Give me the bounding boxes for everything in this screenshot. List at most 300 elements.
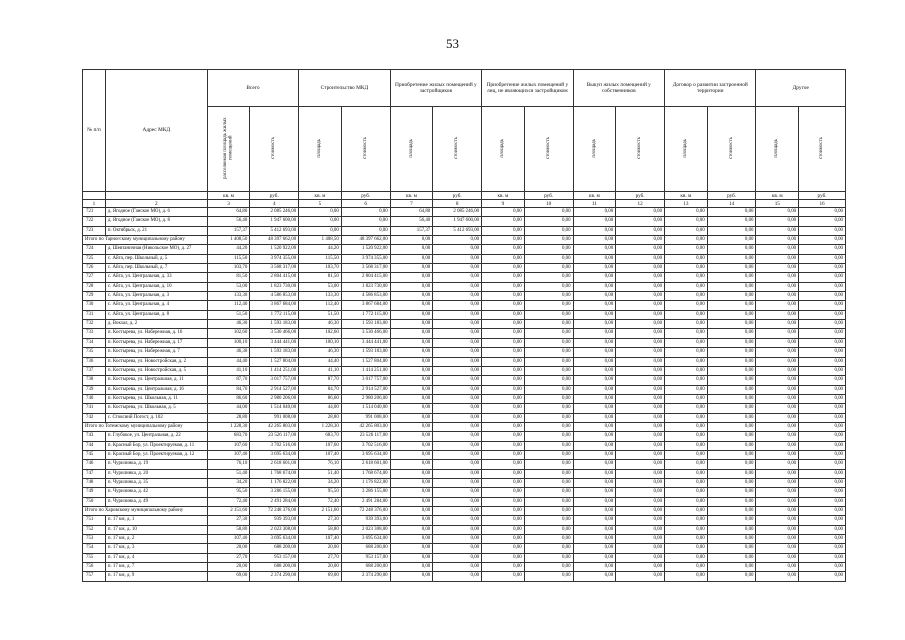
area-value-cell: 0,00 [390,404,433,413]
cost-value-cell: 0,00 [616,432,665,441]
row-number-cell: 726 [83,264,106,273]
row-number-cell: 721 [83,208,106,217]
cost-value-cell: 1 593 183,00 [341,348,390,357]
area-value-cell: 0,00 [482,563,525,572]
column-number: 14 [707,200,756,208]
area-value-cell: 0,00 [390,497,433,506]
cost-value-cell: 0,00 [707,385,756,394]
area-value-cell: 27,70 [207,553,250,562]
address-cell: п. 17 км, д. 9 [105,572,207,581]
cost-value-cell: 0,00 [433,376,482,385]
area-value-cell: 46,30 [207,348,250,357]
cost-value-cell: 0,00 [433,497,482,506]
area-value-cell: 0,00 [665,236,708,245]
address-cell: п. Костырева, ул. Новостройская, д. 2 [105,357,207,366]
area-value-cell: 0,00 [573,357,616,366]
cost-value-cell: 0,00 [341,208,390,217]
area-value-cell: 0,00 [390,236,433,245]
area-value-cell: 0,00 [573,460,616,469]
address-cell: с. Айга, ул. Центральная, д. 8 [105,310,207,319]
area-value-cell: 0,00 [390,507,433,516]
table-row [83,394,846,403]
units-cell: кв. м [299,192,342,200]
table-row [83,254,846,263]
address-cell: п. Костырева, ул. Школьная, д. 5 [105,404,207,413]
cost-value-cell: 2 491 284,00 [341,497,390,506]
units-cell [105,192,207,200]
address-cell: п. Костырева, ул. Набережная, д. 17 [105,338,207,347]
cost-value-cell: 0,00 [524,450,573,459]
cost-value-cell: 0,00 [524,394,573,403]
address-cell: с. Айга, пер. Школьный, д. 7 [105,264,207,273]
sub-header-area: площадь [665,107,708,192]
area-value-cell: 56,40 [207,217,250,226]
cost-value-cell: 991 008,00 [250,413,299,422]
cost-value-cell: 3 974 355,00 [341,254,390,263]
total-label-cell: Итого по Тотемскому муниципальному району [83,422,208,431]
area-value-cell: 0,00 [390,385,433,394]
area-value-cell: 0,00 [482,273,525,282]
area-value-cell: 46,30 [299,320,342,329]
cost-value-cell: 0,00 [433,422,482,431]
row-number-cell: 751 [83,516,106,525]
cost-value-cell: 1 947 600,00 [250,217,299,226]
cost-value-cell: 0,00 [524,376,573,385]
row-number-cell: 749 [83,488,106,497]
area-value-cell: 0,00 [665,525,708,534]
row-number-cell: 744 [83,441,106,450]
row-number-cell: 724 [83,245,106,254]
cost-value-cell: 0,00 [616,535,665,544]
address-cell: п. 17 км, д. 10 [105,525,207,534]
row-number-cell: 754 [83,544,106,553]
cost-value-cell: 0,00 [799,460,846,469]
table-row [83,366,846,375]
cost-value-cell: 3 286 155,00 [341,488,390,497]
cost-value-cell: 0,00 [799,357,846,366]
cost-value-cell: 0,00 [799,264,846,273]
area-value-cell: 27,30 [207,516,250,525]
cost-value-cell: 3 867 684,00 [341,301,390,310]
area-value-cell: 56,40 [390,217,433,226]
cost-value-cell: 1 772 115,00 [341,310,390,319]
area-value-cell: 41,10 [207,366,250,375]
row-number-cell: 756 [83,563,106,572]
cost-value-cell: 2 914 527,00 [250,385,299,394]
area-value-cell: 0,00 [756,292,799,301]
cost-value-cell: 3 695 634,00 [250,535,299,544]
cost-value-cell: 0,00 [616,563,665,572]
cost-value-cell: 0,00 [616,394,665,403]
cost-value-cell: 0,00 [707,516,756,525]
area-value-cell: 0,00 [756,264,799,273]
group-header-total: Всего [207,70,298,107]
cost-value-cell: 1 176 822,00 [250,478,299,487]
area-value-cell: 34,20 [299,478,342,487]
area-value-cell: 0,00 [573,320,616,329]
area-value-cell: 84,70 [207,385,250,394]
address-cell: п. Костырева, ул. Набережная, д. 16 [105,329,207,338]
cost-value-cell: 0,00 [707,208,756,217]
area-value-cell: 0,00 [573,208,616,217]
cost-value-cell: 72 248 376,00 [341,507,390,516]
cost-value-cell: 0,00 [707,282,756,291]
sub-header-cost: стоимость [341,107,390,192]
units-cell: кв. м [207,192,250,200]
area-value-cell: 81,50 [207,273,250,282]
area-value-cell: 0,00 [573,563,616,572]
address-cell: п. 17 км, д. 1 [105,516,207,525]
cost-value-cell: 0,00 [799,469,846,478]
column-number: 2 [105,200,207,208]
cost-value-cell: 0,00 [799,478,846,487]
column-numbers-row [83,200,846,208]
area-value-cell: 0,00 [390,535,433,544]
units-cell: кв. м [665,192,708,200]
cost-value-cell: 2 980 206,00 [341,394,390,403]
cost-value-cell: 0,00 [799,507,846,516]
group-header-purchase-non-developers: Приобретение жилых помещений у лиц, не являющихся застройщиком [482,70,573,107]
row-number-cell: 741 [83,404,106,413]
sub-header-cost: стоимость [524,107,573,192]
cost-value-cell: 0,00 [341,226,390,235]
column-number: 6 [341,200,390,208]
cost-value-cell: 0,00 [524,422,573,431]
cost-value-cell: 0,00 [616,310,665,319]
cost-value-cell: 0,00 [707,348,756,357]
cost-value-cell: 0,00 [616,460,665,469]
column-number: 13 [665,200,708,208]
sub-header-cost: стоимость [250,107,299,192]
cost-value-cell: 0,00 [616,264,665,273]
cost-value-cell: 0,00 [799,310,846,319]
area-value-cell: 0,00 [482,516,525,525]
area-value-cell: 0,00 [573,469,616,478]
row-number-cell: 743 [83,432,106,441]
cost-value-cell: 1 514 040,00 [250,404,299,413]
column-number: 4 [250,200,299,208]
cost-value-cell: 0,00 [616,404,665,413]
cost-value-cell: 3 695 634,00 [341,450,390,459]
cost-value-cell: 2 085 246,00 [250,208,299,217]
cost-value-cell: 0,00 [799,301,846,310]
area-value-cell: 0,00 [756,507,799,516]
area-value-cell: 0,00 [482,469,525,478]
area-value-cell: 0,00 [299,217,342,226]
cost-value-cell: 0,00 [707,507,756,516]
area-value-cell: 95,50 [207,488,250,497]
cost-value-cell: 0,00 [799,563,846,572]
cost-value-cell: 0,00 [707,226,756,235]
area-value-cell: 0,00 [482,441,525,450]
cost-value-cell: 0,00 [433,245,482,254]
address-cell: п. Костырева, ул. Центральная, д. 11 [105,376,207,385]
cost-value-cell: 0,00 [707,478,756,487]
page-number: 53 [446,36,459,51]
area-value-cell: 0,00 [756,301,799,310]
group-header-territory-development: Договор о развитии застроенной территории [665,70,756,107]
cost-value-cell: 42 265 803,00 [250,422,299,431]
cost-value-cell: 0,00 [524,525,573,534]
cost-value-cell: 0,00 [616,236,665,245]
cost-value-cell: 1 527 804,00 [341,357,390,366]
area-value-cell: 46,30 [207,320,250,329]
area-value-cell: 0,00 [390,432,433,441]
table-row [83,432,846,441]
area-value-cell: 107,40 [299,450,342,459]
cost-value-cell: 0,00 [616,226,665,235]
cost-value-cell: 0,00 [799,413,846,422]
area-value-cell: 0,00 [573,329,616,338]
table-total-row [83,507,846,516]
cost-value-cell: 0,00 [433,413,482,422]
area-value-cell: 0,00 [482,525,525,534]
area-value-cell: 0,00 [482,292,525,301]
cost-value-cell: 0,00 [707,441,756,450]
cost-value-cell: 0,00 [799,292,846,301]
row-number-cell: 727 [83,273,106,282]
units-cell: руб. [616,192,665,200]
table-total-row [83,236,846,245]
address-cell: д. Ягодное (Ганское МО), д. 6 [105,208,207,217]
cost-value-cell: 0,00 [799,516,846,525]
cost-value-cell: 0,00 [616,245,665,254]
row-number-cell: 730 [83,301,106,310]
area-value-cell: 112,40 [207,301,250,310]
column-number: 10 [524,200,573,208]
area-value-cell: 0,00 [390,553,433,562]
cost-value-cell: 0,00 [707,273,756,282]
area-value-cell: 0,00 [756,394,799,403]
row-number-cell: 755 [83,553,106,562]
sub-header-cost: стоимость [433,107,482,192]
area-value-cell: 0,00 [390,572,433,581]
area-value-cell: 0,00 [756,320,799,329]
resettlement-table-wrapper [82,69,846,582]
cost-value-cell: 688 200,00 [250,544,299,553]
cost-value-cell: 48 397 662,00 [250,236,299,245]
area-value-cell: 0,00 [482,310,525,319]
cost-value-cell: 3 017 757,00 [341,376,390,385]
cost-value-cell: 0,00 [616,525,665,534]
area-value-cell: 0,00 [573,245,616,254]
cost-value-cell: 0,00 [799,282,846,291]
cost-value-cell: 5 412 693,00 [433,226,482,235]
area-value-cell: 0,00 [756,460,799,469]
area-value-cell: 0,00 [573,282,616,291]
cost-value-cell: 0,00 [524,488,573,497]
cost-value-cell: 0,00 [524,301,573,310]
area-value-cell: 0,00 [756,432,799,441]
table-row [83,553,846,562]
area-value-cell: 1 408,50 [299,236,342,245]
area-value-cell: 0,00 [390,310,433,319]
cost-value-cell: 1 527 804,00 [250,357,299,366]
area-value-cell: 100,10 [299,338,342,347]
cost-value-cell: 0,00 [524,236,573,245]
cost-value-cell: 0,00 [707,245,756,254]
table-row [83,320,846,329]
area-value-cell: 0,00 [482,478,525,487]
area-value-cell: 0,00 [665,385,708,394]
area-value-cell: 0,00 [756,236,799,245]
area-value-cell: 0,00 [390,245,433,254]
area-value-cell: 44,40 [299,357,342,366]
area-value-cell: 0,00 [665,245,708,254]
area-value-cell: 133,30 [299,292,342,301]
row-number-cell: 740 [83,394,106,403]
cost-value-cell: 0,00 [433,563,482,572]
area-value-cell: 51,40 [299,469,342,478]
units-row [83,192,846,200]
area-value-cell: 0,00 [390,282,433,291]
cost-value-cell: 1 768 674,00 [250,469,299,478]
cost-value-cell: 0,00 [524,208,573,217]
cost-value-cell: 0,00 [799,320,846,329]
cost-value-cell: 0,00 [433,329,482,338]
cost-value-cell: 0,00 [433,432,482,441]
area-value-cell: 0,00 [665,264,708,273]
cost-value-cell: 0,00 [433,301,482,310]
cost-value-cell: 0,00 [433,572,482,581]
cost-value-cell: 0,00 [616,488,665,497]
cost-value-cell: 48 397 662,00 [341,236,390,245]
address-cell: п. Красный Бор, ул. Проектируемая, д. 12 [105,450,207,459]
area-value-cell: 0,00 [573,310,616,319]
area-value-cell: 0,00 [756,450,799,459]
area-value-cell: 44,20 [207,245,250,254]
cost-value-cell: 2 804 415,00 [250,273,299,282]
cost-value-cell: 0,00 [707,292,756,301]
area-value-cell: 0,00 [390,413,433,422]
area-value-cell: 0,00 [390,357,433,366]
area-value-cell: 72,40 [299,497,342,506]
table-total-row [83,422,846,431]
area-value-cell: 103,70 [299,264,342,273]
table-row [83,404,846,413]
area-value-cell: 0,00 [482,488,525,497]
area-value-cell: 0,00 [665,404,708,413]
area-value-cell: 0,00 [665,441,708,450]
area-value-cell: 0,00 [573,254,616,263]
area-value-cell: 0,00 [482,544,525,553]
cost-value-cell: 0,00 [524,366,573,375]
total-label-cell: Итого по Харовскому муниципальному району [83,507,208,516]
area-value-cell: 0,00 [665,292,708,301]
column-number: 16 [799,200,846,208]
cost-value-cell: 0,00 [616,422,665,431]
area-value-cell: 0,00 [573,432,616,441]
cost-value-cell: 0,00 [524,516,573,525]
cost-value-cell: 0,00 [616,348,665,357]
address-cell: д. Шевтаничная (Никольское МО), д. 27 [105,245,207,254]
cost-value-cell: 0,00 [707,236,756,245]
area-value-cell: 683,70 [299,432,342,441]
cost-value-cell: 0,00 [707,460,756,469]
cost-value-cell: 0,00 [524,264,573,273]
area-value-cell: 0,00 [482,460,525,469]
address-cell: п. Костырева, ул. Центральная, д. 16 [105,385,207,394]
area-value-cell: 112,40 [299,301,342,310]
address-cell: п. Костырева, ул. Набережная, д. 7 [105,348,207,357]
table-row [83,282,846,291]
area-value-cell: 0,00 [573,441,616,450]
sub-header-total-area: расселяемая площадь жилых помещений [207,107,250,192]
cost-value-cell: 0,00 [616,478,665,487]
units-cell: кв. м [482,192,525,200]
column-number: 11 [573,200,616,208]
row-number-cell: 738 [83,376,106,385]
area-value-cell: 0,00 [756,422,799,431]
area-value-cell: 0,00 [665,338,708,347]
table-row [83,497,846,506]
area-value-cell: 0,00 [756,357,799,366]
row-number-cell: 748 [83,478,106,487]
area-value-cell: 0,00 [665,376,708,385]
group-header-other: Другое [756,70,846,107]
group-header-construction: Строительство МКД [299,70,390,107]
column-number: 15 [756,200,799,208]
area-value-cell: 0,00 [665,413,708,422]
cost-value-cell: 0,00 [799,441,846,450]
cost-value-cell: 1 772 115,00 [250,310,299,319]
cost-value-cell: 0,00 [433,460,482,469]
cost-value-cell: 688 200,00 [250,563,299,572]
cost-value-cell: 2 374 290,00 [341,572,390,581]
area-value-cell: 0,00 [665,348,708,357]
area-value-cell: 0,00 [482,320,525,329]
area-value-cell: 0,00 [299,208,342,217]
area-value-cell: 0,00 [665,422,708,431]
cost-value-cell: 0,00 [707,563,756,572]
column-number: 3 [207,200,250,208]
cost-value-cell: 939 393,00 [341,516,390,525]
area-value-cell: 0,00 [756,310,799,319]
area-value-cell: 20,00 [299,563,342,572]
cost-value-cell: 0,00 [524,357,573,366]
cost-value-cell: 1 823 730,00 [341,282,390,291]
cost-value-cell: 0,00 [707,376,756,385]
area-value-cell: 69,00 [299,572,342,581]
area-value-cell: 0,00 [482,572,525,581]
cost-value-cell: 0,00 [707,450,756,459]
area-value-cell: 0,00 [665,478,708,487]
area-value-cell: 0,00 [756,497,799,506]
table-row [83,544,846,553]
cost-value-cell: 0,00 [799,254,846,263]
cost-value-cell: 0,00 [707,357,756,366]
cost-value-cell: 42 265 803,00 [341,422,390,431]
area-value-cell: 103,70 [207,264,250,273]
table-row [83,357,846,366]
cost-value-cell: 0,00 [799,217,846,226]
cost-value-cell: 0,00 [616,507,665,516]
cost-value-cell: 0,00 [707,329,756,338]
sub-header-area: площадь [573,107,616,192]
table-row [83,217,846,226]
area-value-cell: 0,00 [390,469,433,478]
cost-value-cell: 0,00 [433,320,482,329]
cost-value-cell: 0,00 [799,544,846,553]
area-value-cell: 0,00 [756,385,799,394]
cost-value-cell: 0,00 [524,217,573,226]
row-number-cell: 728 [83,282,106,291]
cost-value-cell: 688 200,00 [341,544,390,553]
area-value-cell: 0,00 [665,208,708,217]
cost-value-cell: 0,00 [433,478,482,487]
area-value-cell: 41,10 [299,366,342,375]
cost-value-cell: 0,00 [341,217,390,226]
